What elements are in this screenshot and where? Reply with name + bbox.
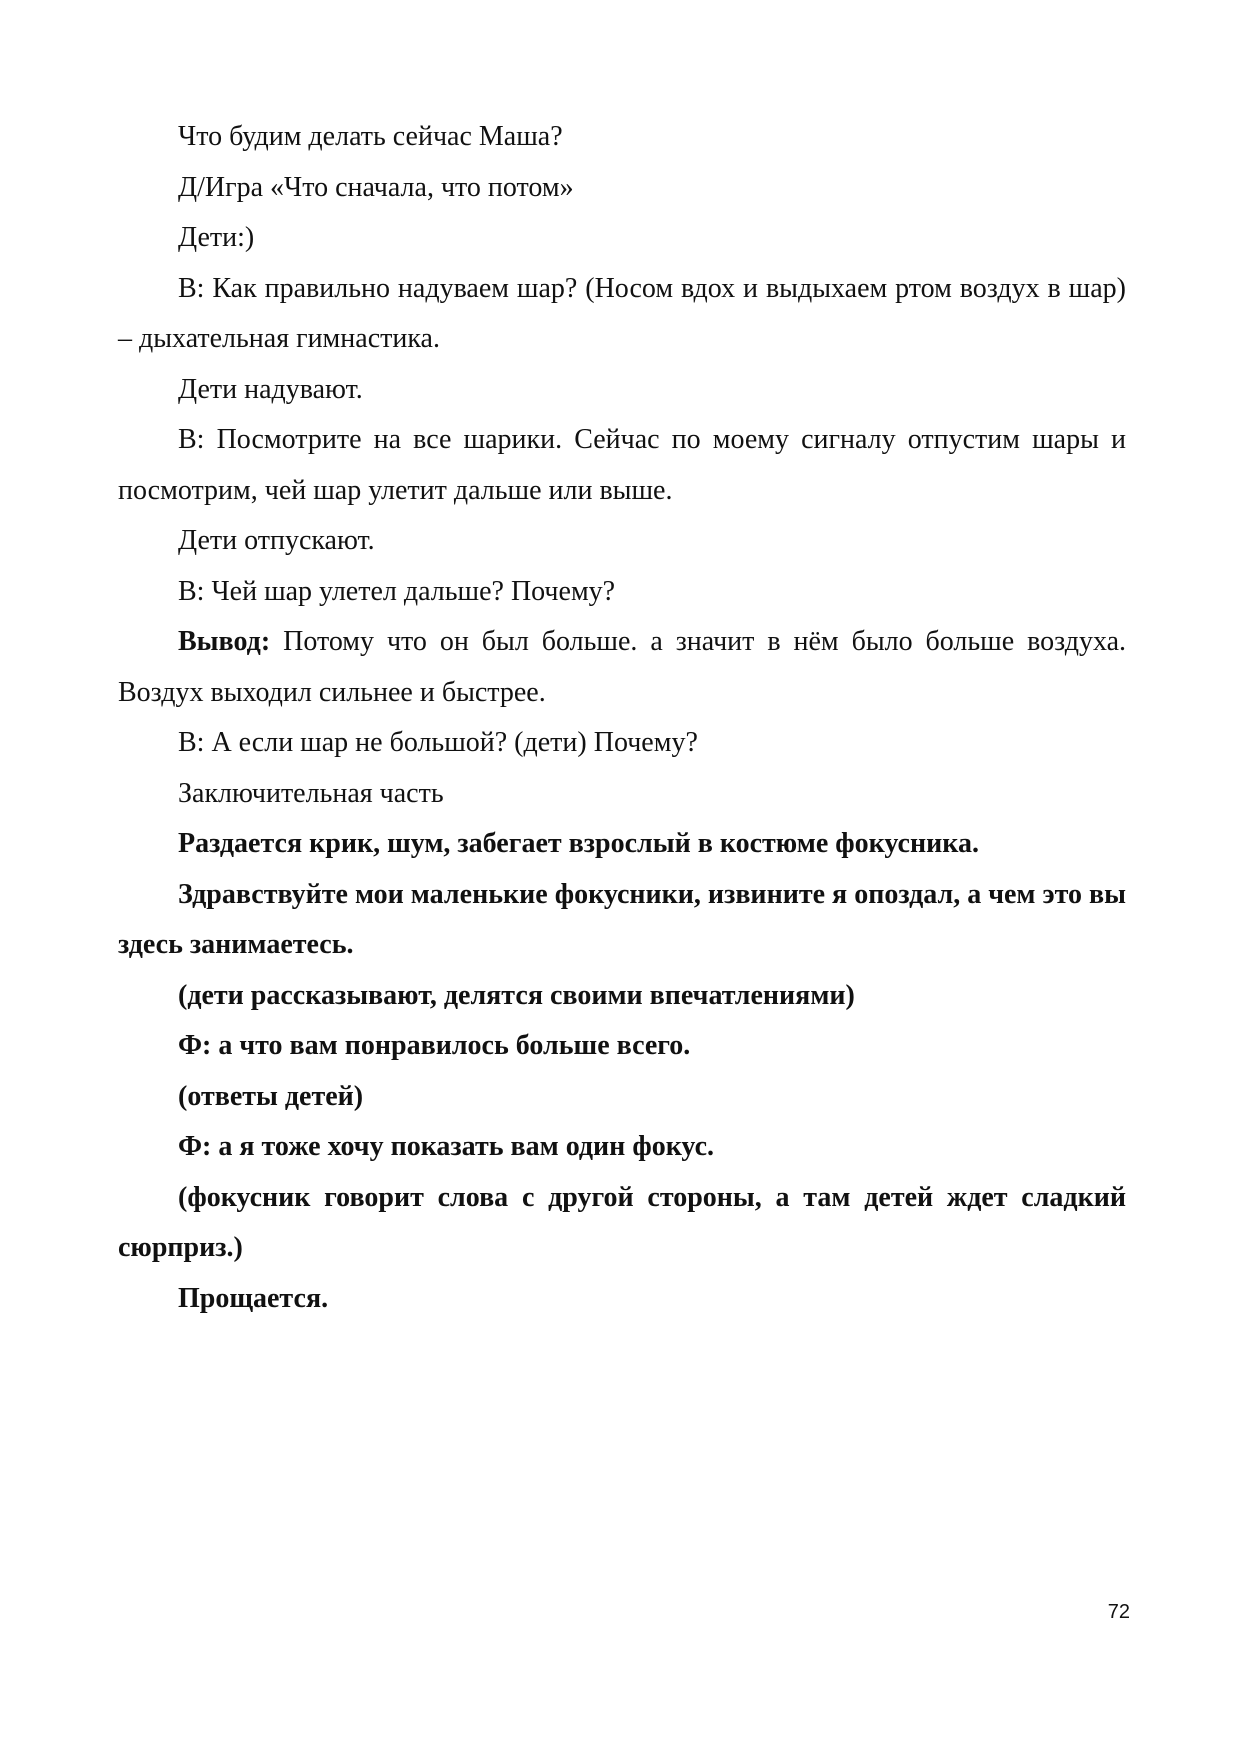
paragraph-children-inflate: Дети надувают.: [178, 373, 363, 405]
paragraph-small-balloon: В: А если шар не большой? (дети) Почему?: [178, 727, 698, 758]
page-number: 72: [1107, 1601, 1130, 1623]
conclusion-text: Потому что он был больше. а значит в нём было больше воздуха. Воздух выходил сильнее и быстрее.: [118, 626, 1126, 708]
paragraph-children-tell: (дети рассказывают, делятся своими впечатлениями): [178, 979, 855, 1011]
paragraph-magician-trick: Ф: а я тоже хочу показать вам один фокус.: [178, 1131, 714, 1162]
paragraph-children-answers: (ответы детей): [178, 1080, 364, 1112]
paragraph-farewell: Прощается.: [178, 1282, 329, 1314]
paragraph-children-release: Дети отпускают.: [178, 525, 375, 556]
paragraph-question-masha: Что будим делать сейчас Маша?: [178, 121, 563, 152]
paragraph-inflate-balloon: В: Как правильно надуваем шар? (Носом вдох и выдыхаем ртом воздух в шар) – дыхательная гимнастика.: [118, 272, 1126, 354]
paragraph-conclusion: [118, 617, 1126, 718]
paragraph-magician-enters: Раздается крик, шум, забегает взрослый в костюме фокусника.: [178, 828, 979, 859]
paragraph-final-part: Заключительная часть: [178, 777, 444, 809]
paragraph-magician-greeting: Здравствуйте мои маленькие фокусники, извините я опоздал, а чем это вы здесь занимаетесь.: [118, 878, 1126, 960]
body-text: [118, 112, 1126, 1324]
paragraph-surprise: (фокусник говорит слова с другой стороны, а там детей ждет сладкий сюрприз.): [118, 1181, 1126, 1263]
paragraph-whose-balloon: В: Чей шар улетел дальше? Почему?: [178, 575, 616, 607]
paragraph-game-title: Д/Игра «Что сначала, что потом»: [178, 171, 574, 203]
conclusion-label: Вывод:: [178, 626, 271, 657]
paragraph-magician-question: Ф: а что вам понравилось больше всего.: [178, 1030, 691, 1061]
paragraph-children-reply: Дети:): [178, 222, 255, 253]
paragraph-release-balloons: В: Посмотрите на все шарики. Сейчас по моему сигналу отпустим шары и посмотрим, чей шар улетит дальше или выше.: [118, 424, 1126, 506]
